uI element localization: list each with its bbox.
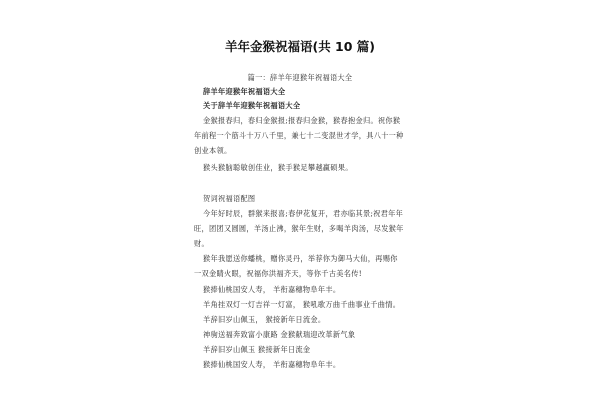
couplet-line: 猴捧仙桃国安人寿， 羊衔嘉穗物阜年丰。 [203,285,341,294]
paragraph-line: 一双金睛火眼，祝福你洪福齐天，等你千古美名传! [194,269,362,278]
paragraph-line: 创业本领。 [194,146,232,155]
paragraph-line: 金猴报春归，春归金猴报;报春归金猴，猴春抱金归。祝你猴 [203,116,401,125]
document-title: 羊年金猴祝福语(共 10 篇) [224,39,376,54]
couplet-line: 羊辞旧岁山佩玉 猴接新年日流金 [203,345,311,354]
paragraph-line: 猴年我愿送你蟠桃，赠你灵丹，举荐你为御马大仙，再赐你 [203,254,398,263]
section-heading: 贺词祝福语配图 [203,194,256,203]
paragraph-line: 年前程一个筋斗十万八千里，兼七十二变混世才学，具八十一种 [194,131,404,140]
paragraph-line: 旺，团团又圆圆，羊汤止沸，猴年生财，多喝羊肉汤，尽发猴年 [194,224,404,233]
section-heading: 篇一：辞羊年迎猴年祝福语大全 [247,73,353,82]
paragraph-line: 猴头猴脑聪敏创佳业，猴手猴足攀越赢硕果。 [203,163,353,172]
couplet-line: 神驹送福奔致富小康路 金猴献瑞迎改革新气象 [203,330,356,339]
paragraph-line: 今年好时辰，群猴来报喜;春伊花复开，君亦临其景;祝君年年 [203,209,404,218]
couplet-line: 羊角挂双灯一灯吉祥一灯富， 猴吼歌万曲千曲事业千曲情。 [203,300,401,309]
paragraph-line: 财。 [194,239,209,248]
subheading: 关于辞羊年迎猴年祝福语大全 [203,101,301,110]
subheading: 辞羊年迎猴年祝福语大全 [203,87,286,96]
couplet-line: 猴捧仙桃国安人寿， 羊衔嘉穗物阜年丰。 [203,360,341,369]
couplet-line: 羊辞旧岁山佩玉， 猴接新年日流金。 [203,315,326,324]
